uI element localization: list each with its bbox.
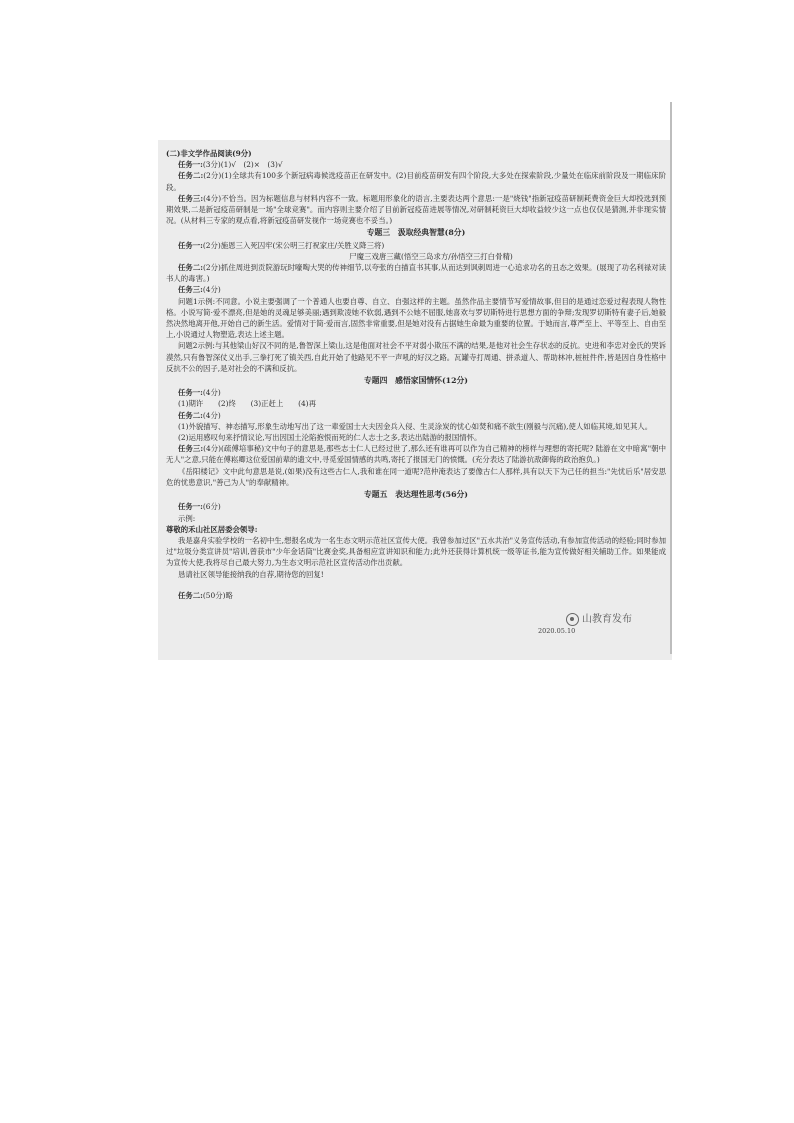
task-text: (50分)略 xyxy=(202,590,233,600)
task-text: (2分)(1)全球共有100多个新冠病毒候选疫苗正在研发中。(2)目前疫苗研发有四个阶段,大多处在探索阶段,少量处在临床前阶段及一期临床阶段。 xyxy=(166,171,667,192)
task-text: (3分)(1)√ (2)× (3)√ xyxy=(202,160,283,170)
task-text: (2分)抓住周进到贡院游玩时嚎啕大哭的传神细节,以夸张的白描直书其事,从而达到讽刺周进一心追求功名的丑态之效果。(展现了功名利禄对读书人的毒害。) xyxy=(166,263,667,284)
topic3-task3-p2: 问题2示例:与其他梁山好汉不同的是,鲁智深上梁山,这是他面对社会不平对弱小欺压不满的结果,是他对社会生存状态的反抗。史进和李忠对金氏的哭诉漠然,只有鲁智深仗义出手,三拳打死了镇关西,自此开始了他路见不平一声吼的好汉之路。瓦罐寺打周通、拼杀道人、帮助林冲,桩桩件件,皆是因自身性格中反抗不公的因子,是对社会的不满和反抗。 xyxy=(166,341,666,373)
topic3-title: 专题三 汲取经典智慧(8分) xyxy=(366,228,466,238)
topic5-example: 示例: xyxy=(178,513,196,523)
topic4-task1 xyxy=(166,387,666,398)
topic3-task1 xyxy=(166,240,666,251)
topic4-task3-p2: 《岳阳楼记》文中此句意思是说,(如果)没有这些古仁人,我和谁在同一道呢?范仲淹表达了要像古仁人那样,具有以天下为己任的担当:"先忧后乐"居安思危的忧患意识,"善己为人"的奉献精神。 xyxy=(166,466,666,487)
topic4-task2-p2: (2)运用感叹句来抒情议论,写出因国土沦陷抱恨而死的仁人志士之多,表达出陆游的报国情怀。 xyxy=(178,433,482,443)
task-label: 任务二: xyxy=(178,590,203,600)
topic3-task3 xyxy=(166,284,666,295)
task-label: 任务三: xyxy=(178,193,204,203)
task-label: 任务二: xyxy=(178,410,203,420)
task-label: 任务二: xyxy=(178,171,204,181)
topic5-title: 专题五 表达理性思考(56分) xyxy=(364,490,468,500)
scan-edge xyxy=(670,102,672,654)
task-label: 任务一: xyxy=(178,502,203,512)
t2-task1 xyxy=(166,159,666,170)
topic3-task3-p1: 问题1示例:不同意。小说主要强调了一个普通人也要自尊、自立、自强这样的主题。虽然作品主要情节写爱情故事,但目的是通过恋爱过程表现人物性格。小说写简·爱不漂亮,但是她的灵魂足够美丽;遇到欺凌她不软弱,遇到不公她不屈服,她喜欢与罗切斯特进行思想方面的争辩;发现罗切斯特有妻子后,她毅然决然地离开他,开始自己的新生活。爱情对于简·爱而言,固然非常重要,但是她对没有占据她生命最为重要的位置。于她而言,尊严至上、平等至上、自由至上,小说通过人物塑造,表达上述主题。 xyxy=(166,296,666,340)
answer-sheet xyxy=(166,148,666,601)
task-label: 任务一: xyxy=(178,240,203,250)
t2-task2 xyxy=(166,170,666,192)
topic3-task1-line2: 尸魔三戏唐三藏(悟空三岛求方/孙悟空三打白骨精) xyxy=(349,251,513,261)
topic4-task2-p1: (1)外貌描写、神态描写,形象生动地写出了这一辈爱国士大夫因金兵入侵、生灵涂炭的忧心如焚和痛不欲生(刚毅与沉痛),使人如临其境,如见其人。 xyxy=(178,421,653,431)
watermark-text: 山教育发布 xyxy=(582,614,632,625)
topic4-task2 xyxy=(166,410,666,421)
letter-date: 2020.05.10 xyxy=(538,627,576,635)
topic4-task3 xyxy=(166,443,666,465)
task-score: (4分) xyxy=(202,285,221,295)
section-title: (二)非文学作品阅读(9分) xyxy=(166,149,252,158)
topic5-task2 xyxy=(166,590,666,601)
task-score: (4分) xyxy=(202,388,221,398)
task-label: 任务二: xyxy=(178,263,203,273)
topic5-task1 xyxy=(166,501,666,512)
t2-task3 xyxy=(166,193,666,227)
task-score: (4分) xyxy=(202,410,221,420)
watermark xyxy=(566,610,632,626)
topic4-title: 专题四 感悟家国情怀(12分) xyxy=(364,376,468,386)
task-label: 任务三: xyxy=(178,285,203,295)
topic4-task1-items: (1)期许 (2)终 (3)正赶上 (4)再 xyxy=(178,399,316,409)
letter-body: 我是嘉舟实验学校的一名初中生,想报名成为一名生态文明示范社区宣传大使。我曾参加过区"五水共治"义务宣传活动,有参加宣传活动的经验;同时参加过"垃圾分类宣讲员"培训,曾获市"少年金话筒"比赛金奖,具备相应宣讲知识和能力;此外还获得计算机统一级等证书,能为宣传做好相关辅助工作。如果能成为宣传大使,我将尽自己最大努力,为生态文明示范社区宣传活动作出贡献。 xyxy=(166,535,666,568)
task-score: (6分) xyxy=(202,502,221,512)
task-text: (2分)施恩三入死囚牢(宋公明三打祝家庄/关胜义降三将) xyxy=(202,240,385,250)
task-text: (4分)不恰当。因为标题信息与材料内容不一致。标题用形象化的语言,主要表达两个意思:一是"烧钱"指新冠疫苗研制耗费资金巨大却投选到预期效果,二是新冠疫苗研制是一场"全球竞赛"。而内容则主要介绍了目前新冠疫苗进展等情况,对研制耗资巨大却收益较少这一点也仅仅是猜测,并非现实情况。(从材料三专家的观点看,将新冠疫苗研发视作一场竞赛也不妥当。) xyxy=(166,193,666,226)
task-label: 任务一: xyxy=(178,388,203,398)
task-text: (4分)(疏傅培事秘)文中句子的意思是,那些志士仁人已经过世了,那么还有谁再可以作为自己精神的榜样与理想的寄托呢? 陆游在文中暗寓"朝中无人"之意,只能在傅崧卿这位爱国前辈的遗文中,寻觅爱国情感的共鸣,寄托了报国无门的愤慨。(充分表达了陆游抗敌御侮的政治抱负。) xyxy=(166,444,666,465)
letter-closing: 恳请社区领导能接纳我的自荐,期待您的回复! xyxy=(178,569,324,579)
task-label: 任务一: xyxy=(178,160,203,170)
letter-salutation: 尊敬的禾山社区居委会领导: xyxy=(166,524,258,534)
topic3-task2 xyxy=(166,262,666,284)
wechat-icon xyxy=(566,613,579,626)
task-label: 任务三: xyxy=(178,444,204,454)
